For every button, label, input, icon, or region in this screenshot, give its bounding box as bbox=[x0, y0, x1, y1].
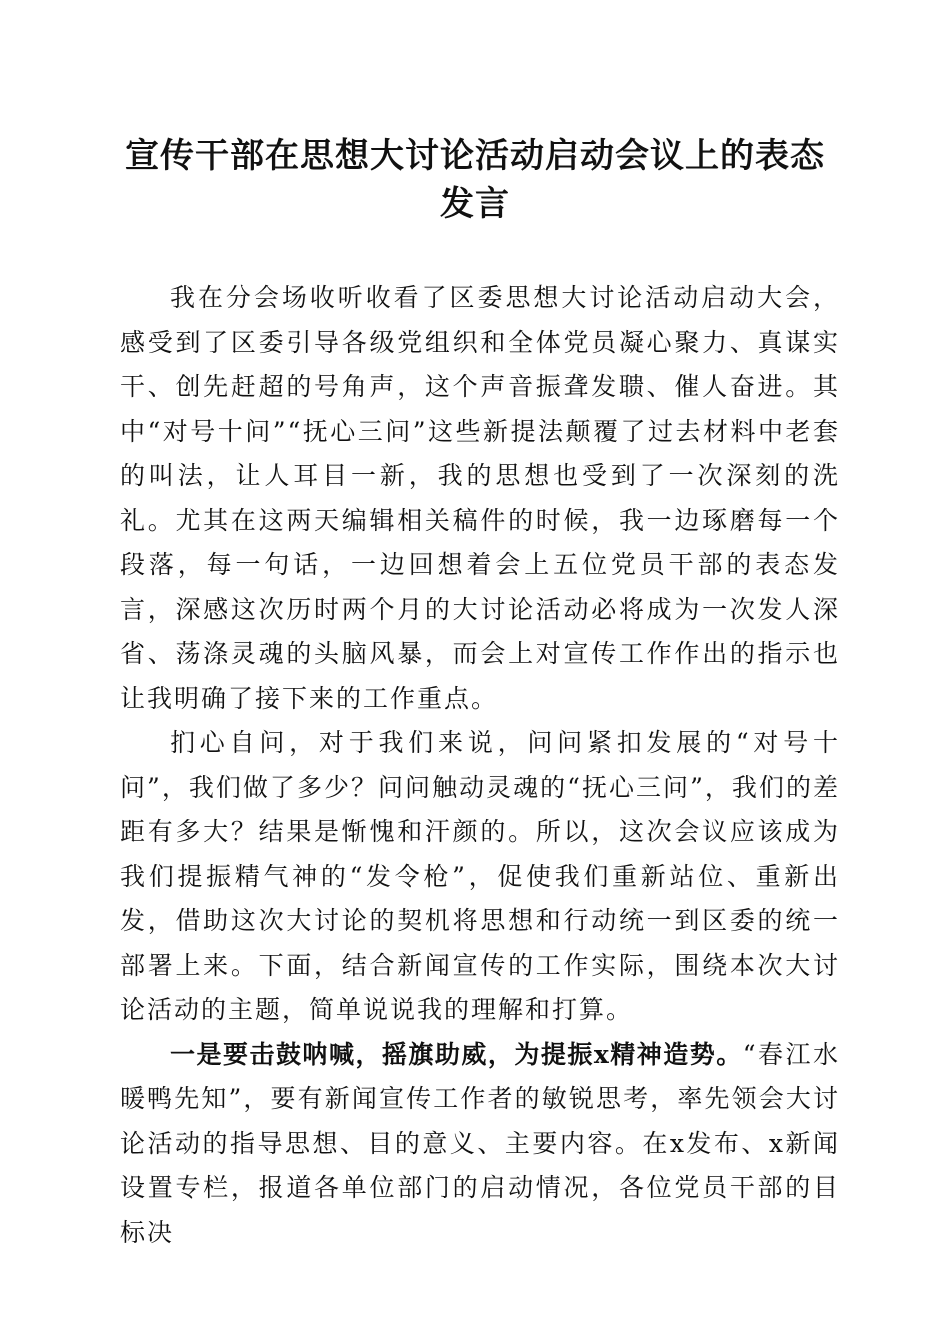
document-title: 宣传干部在思想大讨论活动启动会议上的表态发言 bbox=[125, 136, 825, 224]
document-body bbox=[120, 276, 840, 1255]
paragraph-2-text: 扪心自问，对于我们来说，问问紧扣发展的“对号十问”，我们做了多少？问问触动灵魂的“抚心三问”，我们的差距有多大？结果是惭愧和汗颜的。所以，这次会议应该成为我们提振精气神的“发令枪”，促使我们重新站位、重新出发，借助这次大讨论的契机将思想和行动统一到区委的统一部署上来。下面，结合新闻宣传的工作实际，围绕本次大讨论活动的主题，简单说说我的理解和打算。 bbox=[120, 728, 840, 1024]
paragraph-1 bbox=[120, 276, 840, 721]
paragraph-1-text: 我在分会场收听收看了区委思想大讨论活动启动大会，感受到了区委引导各级党组织和全体党员凝心聚力、真谋实干、创先赶超的号角声，这个声音振聋发聩、催人奋进。其中“对号十问”“抚心三问”这些新提法颠覆了过去材料中老套的叫法，让人耳目一新，我的思想也受到了一次深刻的洗礼。尤其在这两天编辑相关稿件的时候，我一边琢磨每一个段落，每一句话，一边回想着会上五位党员干部的表态发言，深感这次历时两个月的大讨论活动必将成为一次发人深省、荡涤灵魂的头脑风暴，而会上对宣传工作作出的指示也让我明确了接下来的工作重点。 bbox=[120, 283, 840, 713]
paragraph-2 bbox=[120, 721, 840, 1033]
paragraph-3-lead: 一是要击鼓呐喊，摇旗助威，为提振x精神造势。 bbox=[170, 1039, 743, 1069]
paragraph-3-text: “春江水暖鸭先知”，要有新闻宣传工作者的敏锐思考，率先领会大讨论活动的指导思想、目的意义、主要内容。在x发布、x新闻设置专栏，报道各单位部门的启动情况，各位党员干部的目标决 bbox=[120, 1039, 840, 1247]
paragraph-3 bbox=[120, 1033, 840, 1256]
